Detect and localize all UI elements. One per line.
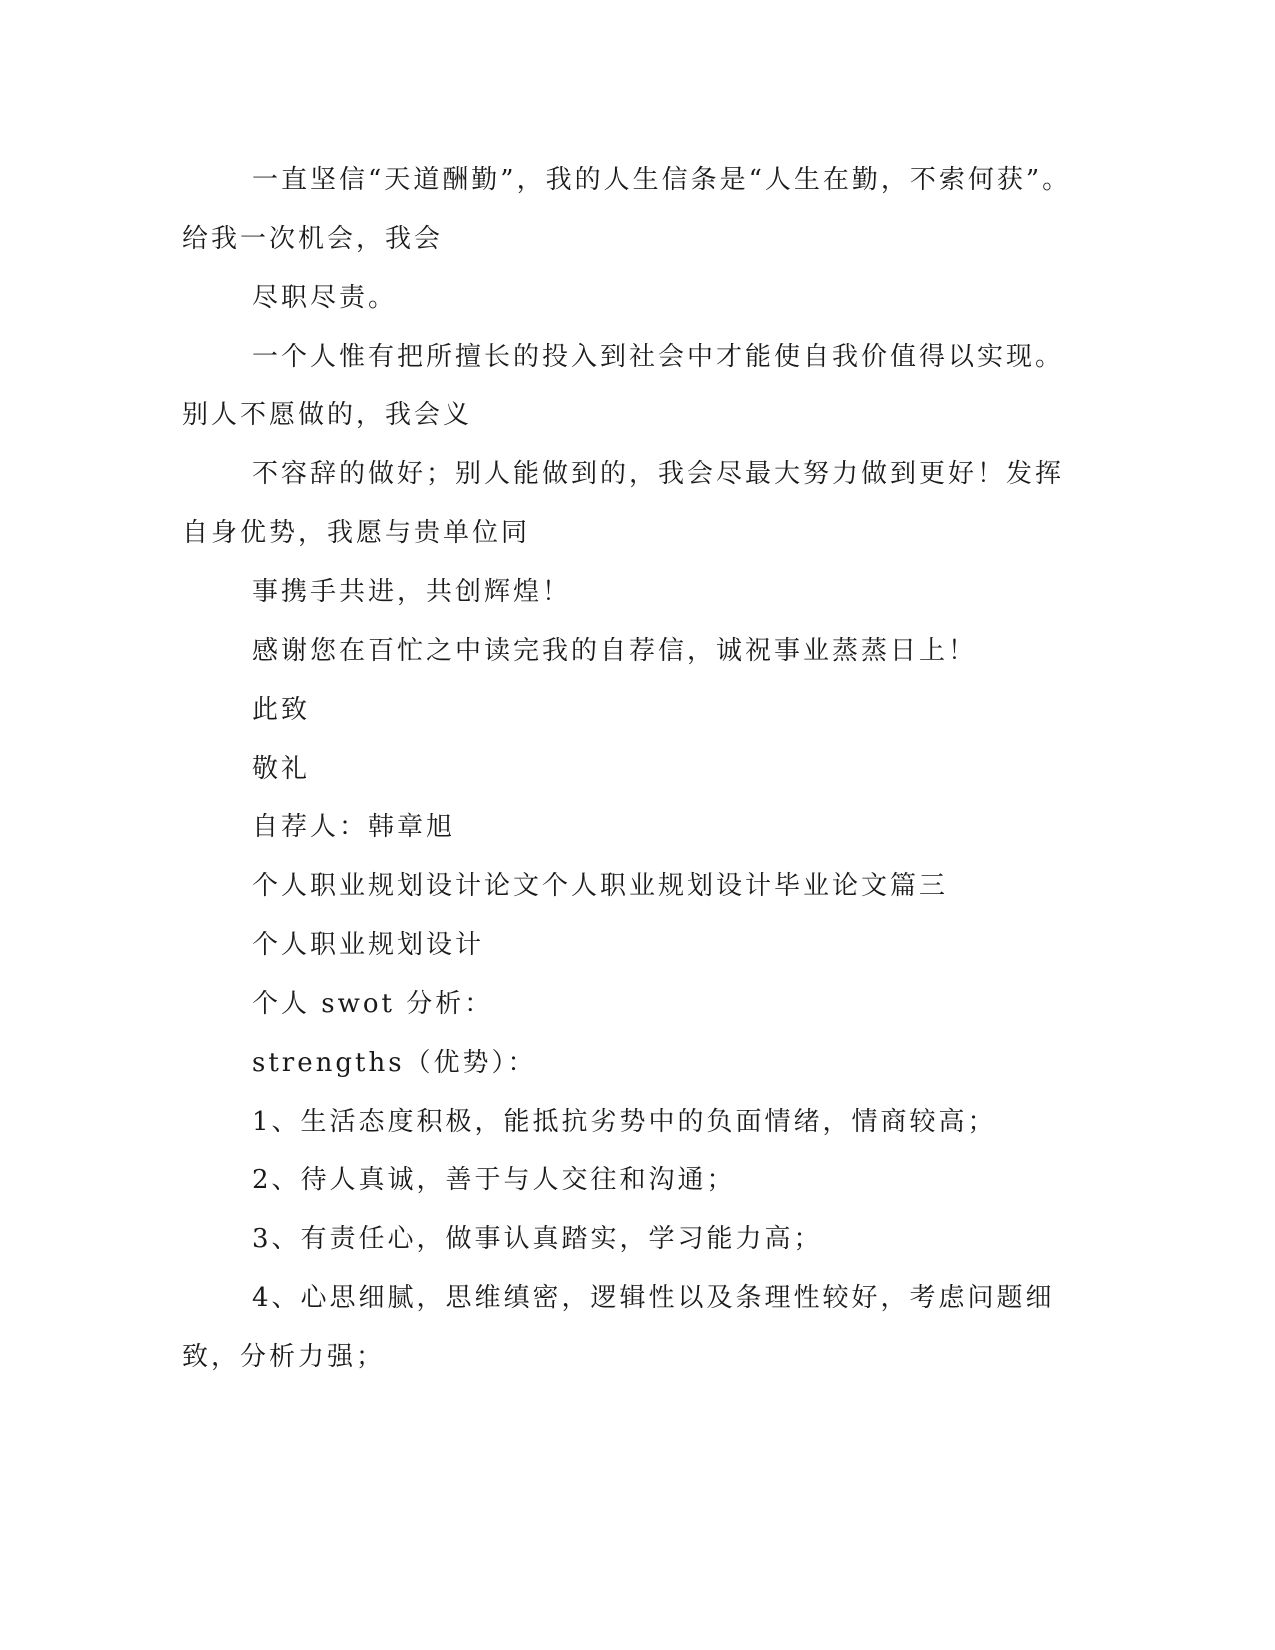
text-line: 事携手共进，共创辉煌！ <box>252 577 572 607</box>
text-line: 别人不愿做的，我会义 <box>182 400 473 430</box>
text-line: 3、有责任心，做事认真踏实，学习能力高； <box>252 1224 823 1254</box>
text-line: 感谢您在百忙之中读完我的自荐信，诚祝事业蒸蒸日上！ <box>252 636 978 666</box>
text-line: 1、生活态度积极，能抵抗劣势中的负面情绪，情商较高； <box>252 1107 997 1137</box>
text-line: 不容辞的做好；别人能做到的，我会尽最大努力做到更好！发挥 <box>252 459 1065 489</box>
text-line: 此致 <box>252 695 311 725</box>
text-line: 2、待人真诚，善于与人交往和沟通； <box>252 1165 736 1195</box>
text-line: 尽职尽责。 <box>252 283 398 313</box>
text-line: 自身优势，我愿与贵单位同 <box>182 518 531 548</box>
text-line: 4、心思细腻，思维缜密，逻辑性以及条理性较好，考虑问题细 <box>252 1283 1055 1313</box>
text-line: 一个人惟有把所擅长的投入到社会中才能使自我价值得以实现。 <box>252 342 1065 372</box>
text-line: 给我一次机会，我会 <box>182 224 444 254</box>
text-line: 个人职业规划设计论文个人职业规划设计毕业论文篇三 <box>252 871 949 901</box>
text-line: 敬礼 <box>252 754 311 784</box>
text-line: 自荐人：韩章旭 <box>252 812 456 842</box>
text-line: 个人 swot 分析： <box>252 989 494 1019</box>
text-line: 一直坚信“天道酬勤”，我的人生信条是“人生在勤，不索何获”。 <box>252 165 1072 195</box>
text-line: 个人职业规划设计 <box>252 930 485 960</box>
text-line: strengths（优势）： <box>252 1048 537 1078</box>
text-line: 致，分析力强； <box>182 1342 386 1372</box>
